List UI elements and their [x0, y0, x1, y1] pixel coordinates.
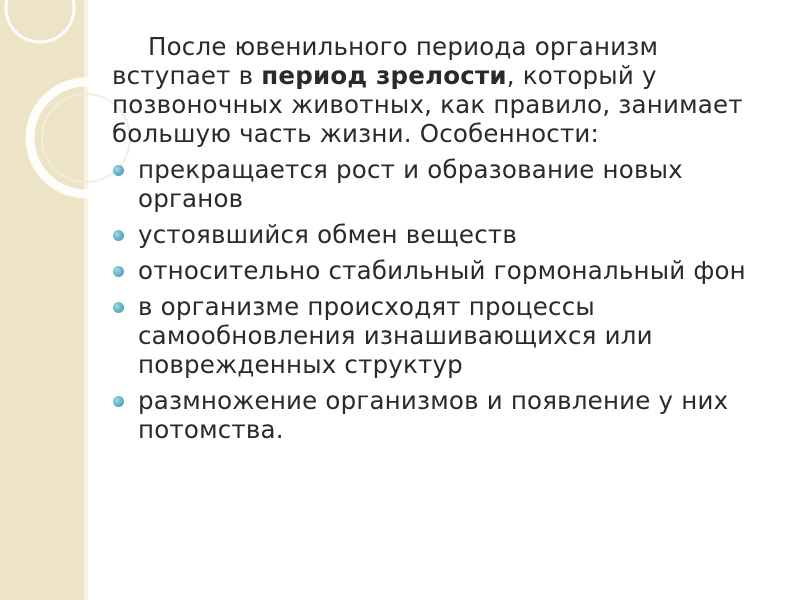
list-item-text: размножение организмов и появление у них потомства. [138, 386, 729, 444]
list-item-text: относительно стабильный гормональный фон [138, 256, 746, 285]
list-item [112, 292, 772, 379]
features-list [112, 155, 772, 444]
intro-paragraph [112, 32, 772, 148]
list-item [112, 256, 772, 285]
bullet-dot-icon [113, 165, 124, 176]
slide-content [112, 32, 772, 451]
list-item [112, 220, 772, 249]
intro-text-start: После ювенильного периода организм вступает в [112, 32, 659, 90]
bullet-dot-icon [113, 266, 124, 277]
list-item-text: устоявшийся обмен веществ [138, 220, 517, 249]
bullet-dot-icon [113, 302, 124, 313]
list-item-text: прекращается рост и образование новых органов [138, 155, 683, 213]
list-item-text: в организме происходят процессы самообновления изнашивающихся или поврежденных структур [138, 292, 653, 379]
bullet-dot-icon [113, 396, 124, 407]
intro-bold-term: период зрелости [261, 61, 507, 90]
list-item [112, 386, 772, 444]
intro-text-end: , который у позвоночных животных, как правило, занимает большую часть жизни. Особенности: [112, 61, 743, 148]
decorative-circles-graphic [0, 0, 130, 200]
list-item [112, 155, 772, 213]
bullet-dot-icon [113, 230, 124, 241]
